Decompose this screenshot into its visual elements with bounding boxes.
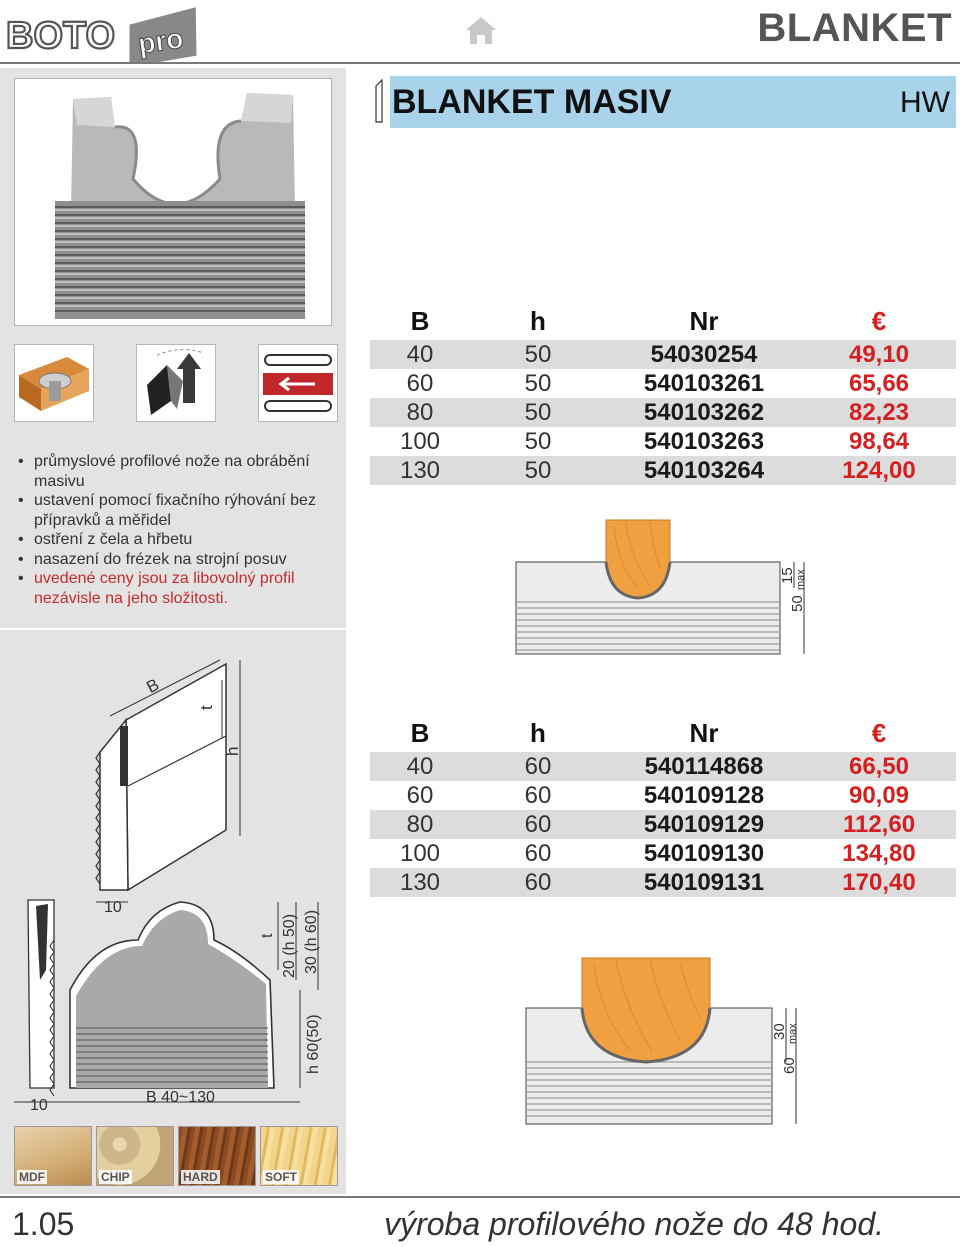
dimension-height: 50 (789, 595, 806, 612)
cell-price: 98,64 (848, 427, 910, 455)
dimension-t: t (197, 705, 216, 710)
cell-b: 80 (370, 398, 470, 427)
feature-list (18, 452, 338, 608)
cell-h: 60 (470, 752, 606, 781)
material-suitability-row (14, 1126, 334, 1186)
table-row (370, 398, 956, 427)
profile-diagram-h50 (510, 516, 810, 658)
cell-b: 60 (406, 369, 434, 397)
cell-nr: 540109129 (606, 810, 802, 839)
feature-item: • ostření z čela a hřbetu (18, 530, 338, 550)
boto-pro-logo (4, 6, 204, 64)
col-header-price: € (871, 717, 887, 748)
cell-h: 50 (524, 427, 552, 455)
home-icon[interactable] (464, 14, 498, 46)
cell-price: 66,50 (802, 752, 956, 781)
dimension-h: h (223, 746, 242, 756)
cell-h: 60 (470, 868, 606, 897)
page-number: 1.05 (12, 1206, 75, 1242)
cell-nr: 540109131 (606, 868, 802, 897)
col-header-price: € (871, 305, 887, 336)
material-soft: SOFT (260, 1126, 338, 1186)
cell-nr: 54030254 (606, 340, 802, 369)
logo-sub: pro (136, 22, 186, 60)
cell-b: 80 (370, 810, 470, 839)
material-hard: HARD (178, 1126, 256, 1186)
feature-item-price-note: • uvedené ceny jsou za libovolný profil nezávisle na jeho složitosti. (18, 569, 338, 608)
page-category: BLANKET (757, 6, 952, 50)
material-tag-hw: HW (900, 86, 950, 119)
logo-text: BOTO (6, 15, 116, 57)
cell-nr: 540103264 (606, 456, 802, 485)
cell-b: 100 (399, 427, 441, 455)
table-row (370, 369, 956, 398)
feature-item: • nasazení do frézek na strojní posuv (18, 550, 338, 570)
cell-b: 40 (370, 340, 470, 369)
cell-h: 50 (524, 369, 552, 397)
cell-price: 90,09 (848, 781, 910, 809)
delivery-note: výroba profilového nože do 48 hod. (384, 1206, 884, 1242)
table-row (370, 427, 956, 456)
col-header-nr: Nr (689, 305, 719, 336)
machine-feed-icon (258, 344, 338, 422)
feature-item: • průmyslové profilové nože na obrábění masivu (18, 452, 338, 491)
cell-h: 60 (470, 810, 606, 839)
knife-marker-icon (370, 76, 390, 128)
col-header-h: h (530, 305, 546, 336)
col-header-b: B (410, 717, 430, 748)
profile-diagram-h60 (520, 954, 810, 1130)
dimension-depth: 15 (779, 567, 796, 584)
cell-nr: 540114868 (606, 752, 802, 781)
table-row (370, 839, 956, 868)
dimension-max: max (795, 569, 807, 590)
col-header-nr: Nr (689, 717, 719, 748)
sharpening-icon (136, 344, 216, 422)
technical-drawing (0, 640, 346, 1120)
footer-divider (0, 1196, 960, 1198)
cell-price: 82,23 (802, 398, 956, 427)
cell-b: 100 (399, 839, 441, 867)
col-header-b: B (410, 305, 430, 336)
cell-b: 40 (370, 752, 470, 781)
price-table-h60 (370, 714, 956, 897)
dimension-depth: 30 (771, 1023, 788, 1040)
product-image-frame (14, 78, 332, 326)
cutter-on-workpiece-icon (14, 344, 94, 422)
dimension-max: max (787, 1023, 799, 1044)
table-row (370, 868, 956, 897)
dimension-height: 60 (781, 1057, 798, 1074)
cell-h: 60 (524, 839, 552, 867)
feature-item: • ustavení pomocí fixačního rýhování bez přípravků a měřidel (18, 491, 338, 530)
cell-price: 112,60 (802, 810, 956, 839)
cell-price: 170,40 (802, 868, 956, 897)
table-row (370, 456, 956, 485)
cell-b: 130 (370, 868, 470, 897)
cell-nr: 540109128 (643, 781, 765, 809)
cell-h: 60 (524, 781, 552, 809)
price-table-h50 (370, 302, 956, 485)
material-chip: CHIP (96, 1126, 174, 1186)
cell-nr: 540109130 (643, 839, 765, 867)
table-row (370, 752, 956, 781)
cell-price: 124,00 (802, 456, 956, 485)
dimension-h60: h 60(50) (305, 1014, 322, 1074)
cell-h: 50 (470, 456, 606, 485)
dimension-10-top: 10 (104, 899, 122, 916)
cell-h: 50 (470, 340, 606, 369)
dimension-20: 20 (h 50) (281, 913, 298, 978)
cell-b: 60 (406, 781, 434, 809)
cell-nr: 540103263 (643, 427, 765, 455)
product-title: BLANKET MASIV (392, 83, 672, 121)
dimension-width: B 40~130 (146, 1089, 215, 1106)
cell-b: 130 (370, 456, 470, 485)
cutter-knife-illustration (15, 79, 331, 325)
cell-price: 65,66 (848, 369, 910, 397)
header-divider (0, 62, 960, 64)
table-row (370, 340, 956, 369)
table-row (370, 781, 956, 810)
dimension-10-bottom: 10 (30, 1097, 48, 1114)
col-header-h: h (530, 717, 546, 748)
cell-price: 49,10 (802, 340, 956, 369)
dimension-t2: t (259, 933, 276, 938)
cell-h: 50 (470, 398, 606, 427)
cell-nr: 540103262 (606, 398, 802, 427)
cell-price: 134,80 (842, 839, 916, 867)
dimension-b: B (143, 674, 163, 697)
material-mdf: MDF (14, 1126, 92, 1186)
dimension-30: 30 (h 60) (303, 909, 320, 974)
cell-nr: 540103261 (643, 369, 765, 397)
table-row (370, 810, 956, 839)
